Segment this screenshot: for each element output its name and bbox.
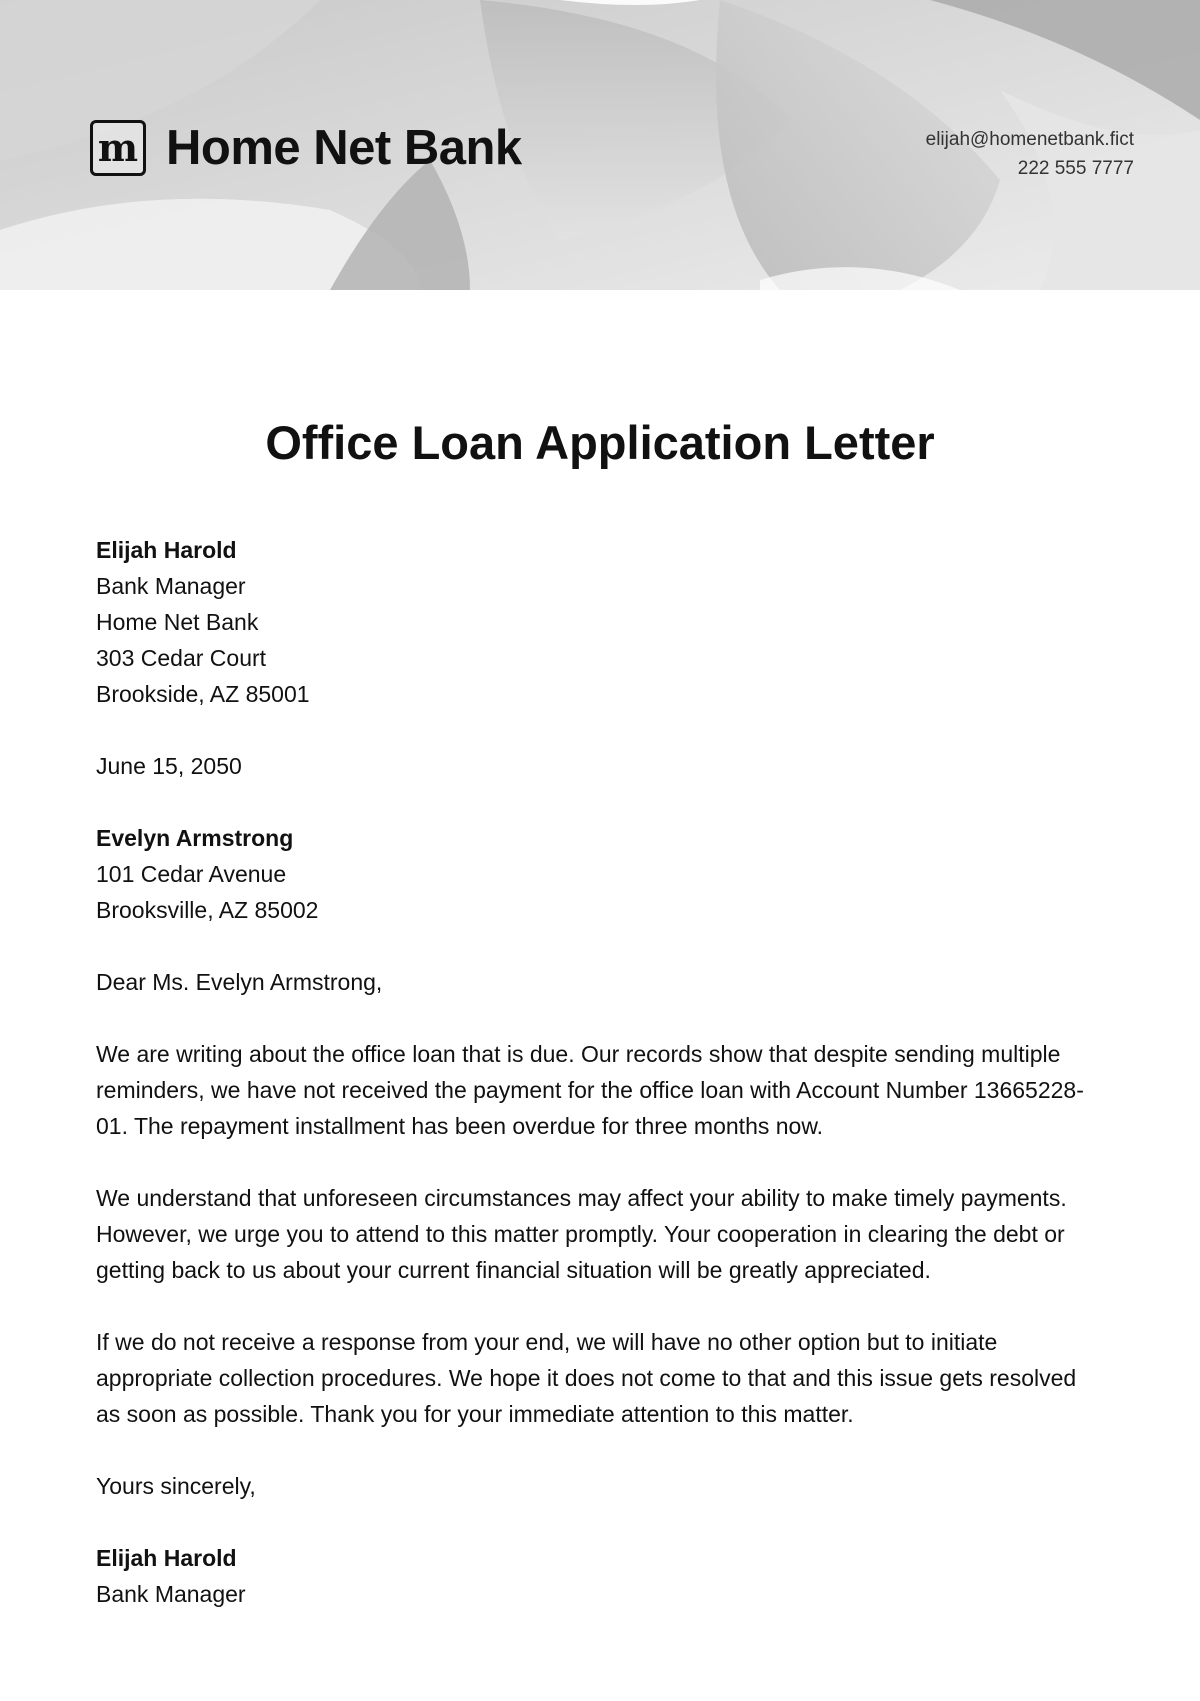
body-paragraph: We understand that unforeseen circumstances may affect your ability to make timely payments. However, we urge you to attend to this matter promptly. Your cooperation in clearing the debt or getting back to us about your current financial situation will be greatly appreciated.: [96, 1185, 1067, 1283]
recipient-street: 101 Cedar Avenue: [96, 861, 287, 887]
signature-block: [96, 1540, 1106, 1612]
recipient-city: Brooksville, AZ 85002: [96, 897, 319, 923]
letter-body: [96, 532, 1106, 1648]
sender-city: Brookside, AZ 85001: [96, 681, 310, 707]
logo-mark: m: [90, 120, 146, 176]
sender-position: Bank Manager: [96, 573, 246, 599]
body-paragraph: We are writing about the office loan that is due. Our records show that despite sending multiple reminders, we have not received the payment for the office loan with Account Number 13665228-01. The repayment installment has been overdue for three months now.: [96, 1041, 1084, 1139]
salutation: Dear Ms. Evelyn Armstrong,: [96, 969, 383, 995]
signature-position: Bank Manager: [96, 1581, 246, 1607]
letterhead-banner: [0, 0, 1200, 290]
bank-logo: [90, 120, 522, 176]
body-paragraph: If we do not receive a response from your end, we will have no other option but to initiate appropriate collection procedures. We hope it does not come to that and this issue gets resolved as soon as possible. Thank you for your immediate attention to this matter.: [96, 1329, 1077, 1427]
contact-email: elijah@homenetbank.fict: [925, 129, 1134, 150]
bank-name: Home Net Bank: [166, 121, 522, 175]
contact-info: [926, 125, 1134, 183]
sender-block: [96, 532, 1106, 712]
letter-date: June 15, 2050: [96, 753, 242, 779]
page-title: Office Loan Application Letter: [265, 416, 935, 469]
recipient-block: [96, 820, 1106, 928]
recipient-name: Evelyn Armstrong: [96, 825, 294, 851]
sender-street: 303 Cedar Court: [96, 645, 267, 671]
sender-company: Home Net Bank: [96, 609, 259, 635]
signature-name: Elijah Harold: [96, 1545, 237, 1571]
closing: Yours sincerely,: [96, 1473, 256, 1499]
contact-phone: 222 555 7777: [1017, 158, 1134, 179]
sender-name: Elijah Harold: [96, 537, 237, 563]
